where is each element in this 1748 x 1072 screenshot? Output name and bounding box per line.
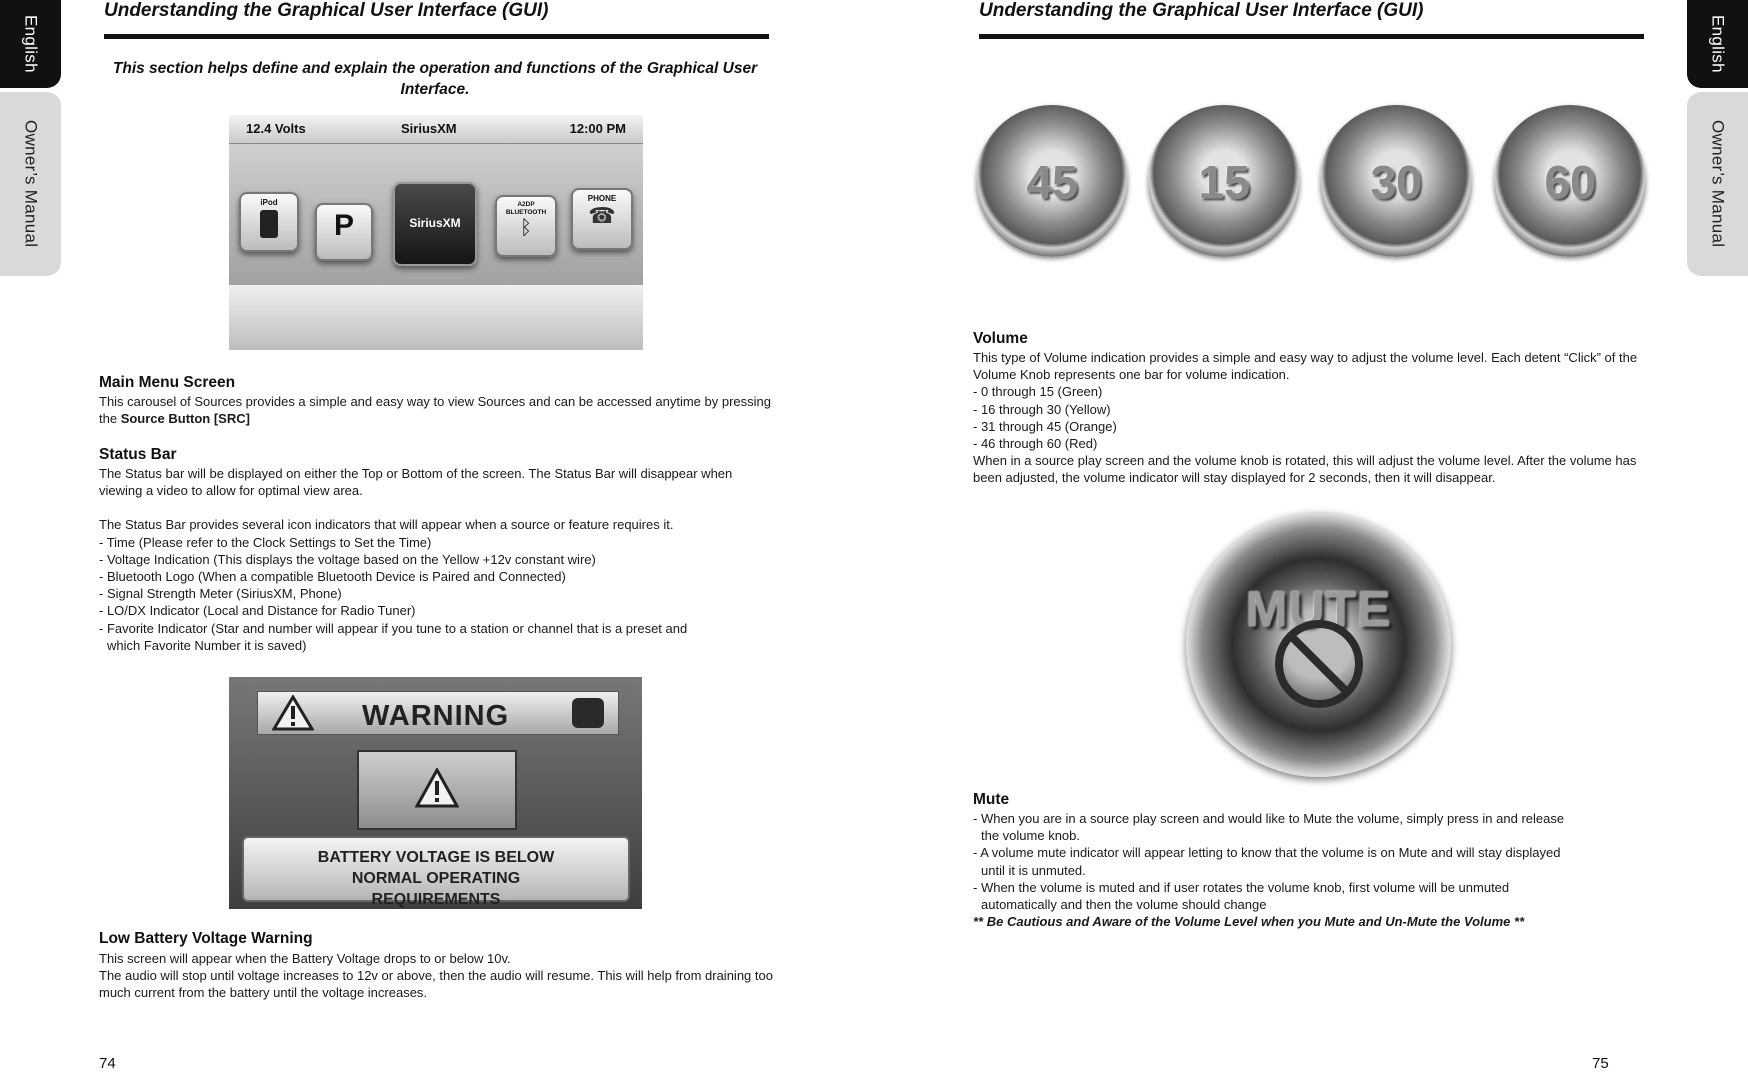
- battery-warning-message: BATTERY VOLTAGE IS BELOW NORMAL OPERATING REQUIREMENTS: [317, 849, 555, 908]
- dial-value: 15: [1198, 156, 1250, 208]
- mute-indicator-image: [1186, 512, 1451, 777]
- carousel-source-ipod: [239, 192, 299, 252]
- status-bar-text: [99, 465, 774, 654]
- volume-dial-15: [1148, 105, 1300, 257]
- english-tab[interactable]: [0, 0, 61, 88]
- page-number-left: 74: [99, 1055, 116, 1072]
- warning-banner: [257, 691, 619, 735]
- list-item: - 0 through 15 (Green): [973, 384, 1103, 400]
- carousel-source-siriusxm: [393, 182, 477, 266]
- list-item: - A volume mute indicator will appear letting to know that the volume is on Mute and will stay displayed: [973, 845, 1561, 861]
- english-tab-label: English: [21, 15, 41, 73]
- status-bar: [229, 115, 643, 144]
- warning-label: WARNING: [362, 700, 510, 732]
- list-item: which Favorite Number it is saved): [107, 637, 307, 653]
- carousel-source-pandora: [315, 203, 373, 261]
- volume-para-2: When in a source play screen and the volume knob is rotated, this will adjust the volume level. After the volume has been adjusted, the volume indicator will stay displayed for 2 seconds, then it will disappear.: [973, 453, 1637, 486]
- mute-text: [973, 810, 1648, 930]
- list-item: until it is unmuted.: [981, 862, 1086, 878]
- ipod-icon: [260, 210, 278, 238]
- list-item: - 46 through 60 (Red): [973, 436, 1098, 452]
- phone-label: PHONE: [587, 194, 617, 203]
- low-battery-warning-image: [229, 677, 642, 909]
- list-item: - Signal Strength Meter (SiriusXM, Phone): [99, 586, 342, 602]
- list-item: the volume knob.: [981, 828, 1081, 844]
- owners-manual-tab-label: Owner’s Manual: [1708, 120, 1728, 248]
- volume-dial-45: [976, 105, 1128, 257]
- main-menu-text: [99, 393, 774, 427]
- carousel-floor: [229, 285, 643, 350]
- low-battery-text: [99, 950, 774, 1002]
- list-item: - Time (Please refer to the Clock Settings to Set the Time): [99, 534, 432, 550]
- page-number-right: 75: [1592, 1055, 1609, 1072]
- list-item: - When the volume is muted and if user rotates the volume knob, first volume will be unmuted: [973, 879, 1510, 895]
- dial-value: 60: [1544, 156, 1596, 208]
- battery-warning-message-box: [242, 836, 630, 908]
- battery-icon: [357, 750, 517, 830]
- bluetooth-label: A2DP BLUETOOTH: [505, 201, 547, 216]
- carousel-source-bluetooth: [495, 195, 557, 257]
- source-button-text: Source Button [SRC]: [120, 411, 250, 427]
- volume-text: [973, 349, 1648, 487]
- carousel-source-phone: [571, 188, 633, 250]
- main-menu-heading: Main Menu Screen: [99, 374, 236, 391]
- status-voltage: 12.4 Volts: [246, 121, 306, 136]
- list-item: - LO/DX Indicator (Local and Distance for Radio Tuner): [99, 603, 416, 619]
- list-item: - Voltage Indication (This displays the voltage based on the Yellow +12v constant wire): [99, 551, 596, 567]
- bluetooth-icon: ᛒ: [520, 217, 532, 239]
- alarm-light-icon: [572, 698, 604, 728]
- status-bar-heading: Status Bar: [99, 446, 177, 463]
- list-item: automatically and then the volume should change: [981, 897, 1267, 913]
- low-battery-line-2: The audio will stop until voltage increases to 12v or above, then the audio will resume. This will help from draining too much current from the battery until the voltage increases.: [99, 968, 773, 1001]
- volume-para-1: This type of Volume indication provides a simple and easy way to adjust the volume level. Each detent “Click” of the Volume Knob represents one bar for volume indication.: [973, 350, 1638, 383]
- main-menu-description: This carousel of Sources provides a simple and easy way to view Sources and can be accessed anytime by pressing the: [99, 394, 772, 427]
- low-battery-line-1: This screen will appear when the Battery Voltage drops to or below 10v.: [99, 951, 511, 966]
- page-title-right: Understanding the Graphical User Interface (GUI): [979, 0, 1424, 21]
- phone-icon: ☎: [588, 203, 616, 228]
- mute-label: MUTE: [1245, 581, 1392, 637]
- list-item: - 31 through 45 (Orange): [973, 418, 1117, 434]
- volume-dial-60: [1494, 105, 1646, 257]
- intro-text: This section helps define and explain the operation and functions of the Graphical User Interface.: [112, 60, 758, 98]
- status-bar-para-1: The Status bar will be displayed on either the Top or Bottom of the screen. The Status Bar will disappear when viewing a video to allow for optimal view area.: [99, 466, 733, 499]
- status-bar-para-2: The Status Bar provides several icon indicators that will appear when a source or feature requires it.: [99, 517, 674, 533]
- pandora-p-icon: P: [333, 209, 354, 242]
- title-rule: [104, 34, 769, 39]
- mute-heading: Mute: [973, 791, 1010, 808]
- ipod-label: iPod: [260, 198, 278, 207]
- dial-value: 30: [1370, 156, 1422, 208]
- status-time: 12:00 PM: [569, 121, 626, 136]
- owners-manual-tab[interactable]: [0, 92, 61, 276]
- siriusxm-logo: SiriusXM: [409, 216, 461, 230]
- list-item: - Favorite Indicator (Star and number will appear if you tune to a station or channel that is a preset and: [99, 620, 688, 636]
- battery-warning-icon: [415, 768, 459, 808]
- list-item: - Bluetooth Logo (When a compatible Bluetooth Device is Paired and Connected): [99, 569, 566, 585]
- status-source: SiriusXM: [401, 121, 457, 136]
- list-item: - 16 through 30 (Yellow): [973, 401, 1111, 417]
- mute-prohibited-icon: [1272, 617, 1366, 711]
- left-page: [0, 0, 874, 1070]
- main-menu-screen-image: [229, 115, 643, 350]
- low-battery-heading: Low Battery Voltage Warning: [99, 930, 313, 947]
- owners-manual-tab-right[interactable]: [1687, 92, 1748, 276]
- list-item: - When you are in a source play screen and would like to Mute the volume, simply press in and release: [973, 811, 1565, 826]
- english-tab-label: English: [1708, 15, 1728, 73]
- warning-triangle-icon: [272, 695, 314, 731]
- right-page: [874, 0, 1748, 1070]
- english-tab-right[interactable]: [1687, 0, 1748, 88]
- page-title: Understanding the Graphical User Interface (GUI): [104, 0, 549, 21]
- title-rule-right: [979, 34, 1644, 39]
- volume-heading: Volume: [973, 330, 1028, 347]
- mute-caution: ** Be Cautious and Aware of the Volume Level when you Mute and Un-Mute the Volume **: [973, 914, 1525, 930]
- owners-manual-tab-label: Owner’s Manual: [21, 120, 41, 248]
- dial-value: 45: [1026, 156, 1078, 208]
- volume-dial-30: [1320, 105, 1472, 257]
